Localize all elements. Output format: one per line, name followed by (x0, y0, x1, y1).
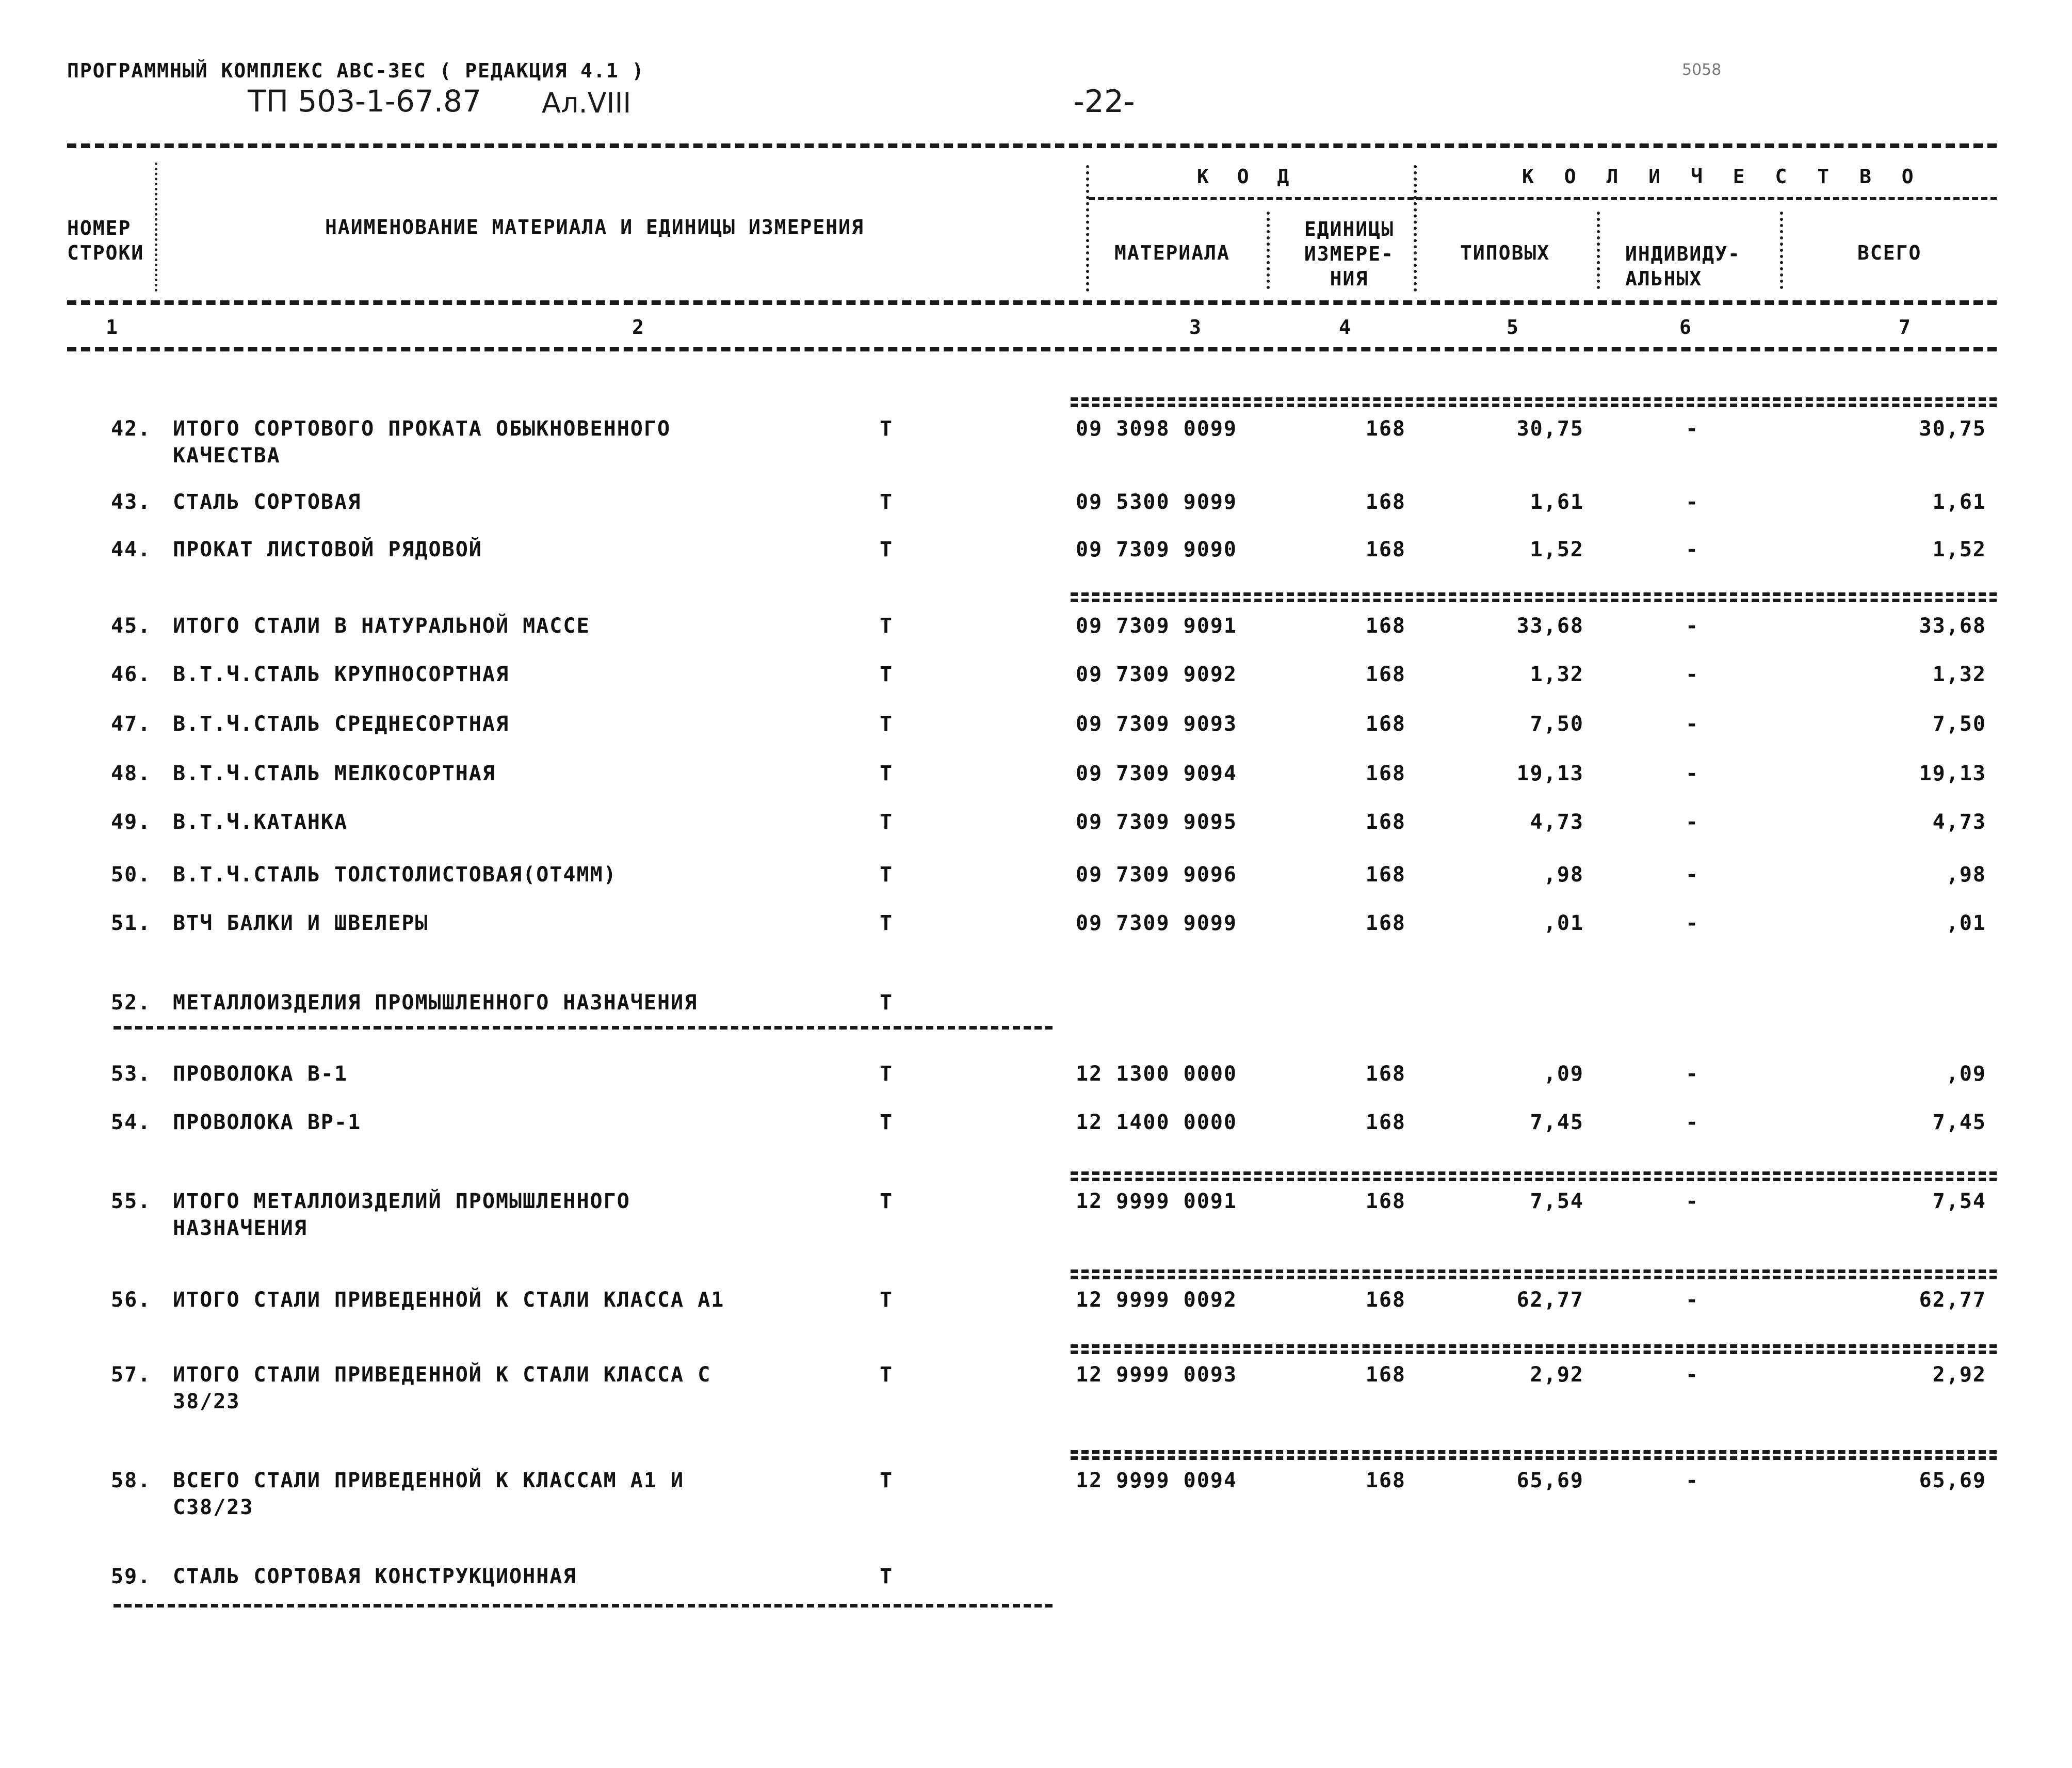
doc-code: ТП 503-1-67.87 (248, 84, 481, 119)
cell-code: 09 7309 9099 (1076, 911, 1237, 935)
cell-unit: Т (880, 1062, 894, 1086)
cell-typ: 7,50 (1530, 712, 1584, 736)
cell-name: ВТЧ БАЛКИ И ШВЕЛЕРЫ (173, 911, 429, 935)
corner-mark: 5058 (1682, 61, 1722, 79)
cell-ucode: 168 (1365, 1062, 1406, 1086)
cell-name: В.Т.Ч.СТАЛЬ ТОЛСТОЛИСТОВАЯ(ОТ4ММ) (173, 863, 617, 887)
col-unit-code: ЕДИНИЦЫ ИЗМЕРЕ- НИЯ (1304, 218, 1395, 290)
cell-no: 57. (111, 1363, 152, 1387)
cell-ind: - (1685, 1288, 1699, 1312)
cell-ucode: 168 (1365, 712, 1406, 736)
cell-typ: 33,68 (1516, 614, 1584, 638)
cell-name: В.Т.Ч.СТАЛЬ МЕЛКОСОРТНАЯ (173, 762, 496, 785)
cell-no: 59. (111, 1565, 152, 1588)
cell-code: 09 5300 9099 (1076, 490, 1237, 514)
col-typical: ТИПОВЫХ (1460, 242, 1550, 264)
cell-ucode: 168 (1365, 490, 1406, 514)
cell-typ: 7,54 (1530, 1190, 1584, 1213)
cell-name-continued: С38/23 (173, 1496, 254, 1519)
cell-unit: Т (880, 712, 894, 736)
cell-no: 54. (111, 1111, 152, 1134)
cell-no: 46. (111, 663, 152, 686)
cell-no: 48. (111, 762, 152, 785)
cell-unit: Т (880, 762, 894, 785)
cell-typ: 65,69 (1516, 1469, 1584, 1492)
cell-typ: 2,92 (1530, 1363, 1584, 1387)
cell-name: ПРОВОЛОКА ВР-1 (173, 1111, 362, 1134)
cell-tot: 7,50 (1932, 712, 1986, 736)
cell-code: 12 9999 0094 (1076, 1469, 1237, 1492)
cell-code: 09 3098 0099 (1076, 417, 1237, 441)
cell-ucode: 168 (1365, 663, 1406, 686)
cell-ucode: 168 (1365, 1111, 1406, 1134)
col-num-3: 3 (1189, 316, 1202, 339)
cell-name: ИТОГО СОРТОВОГО ПРОКАТА ОБЫКНОВЕННОГО (173, 417, 671, 441)
col-num-4: 4 (1339, 316, 1352, 339)
cell-unit: Т (880, 1363, 894, 1387)
cell-code: 12 9999 0093 (1076, 1363, 1237, 1387)
cell-unit: Т (880, 1288, 894, 1312)
subtotal-rule-57b (1071, 1351, 1997, 1354)
cell-unit: Т (880, 663, 894, 686)
cell-unit: Т (880, 810, 894, 834)
cell-ucode: 168 (1365, 863, 1406, 887)
cell-code: 09 7309 9091 (1076, 614, 1237, 638)
cell-unit: Т (880, 1565, 894, 1588)
cell-unit: Т (880, 538, 894, 561)
cell-code: 12 1400 0000 (1076, 1111, 1237, 1134)
cell-tot: 62,77 (1919, 1288, 1986, 1312)
col-code-group: К О Д (1197, 165, 1298, 188)
cell-unit: Т (880, 417, 894, 441)
cell-name: СТАЛЬ СОРТОВАЯ КОНСТРУКЦИОННАЯ (173, 1565, 577, 1588)
code-subrule (1089, 197, 1414, 200)
cell-ind: - (1685, 1111, 1699, 1134)
cell-code: 09 7309 9093 (1076, 712, 1237, 736)
cell-name: В.Т.Ч.СТАЛЬ СРЕДНЕСОРТНАЯ (173, 712, 510, 736)
cell-code: 09 7309 9095 (1076, 810, 1237, 834)
cell-typ: ,09 (1543, 1062, 1584, 1086)
cell-no: 56. (111, 1288, 152, 1312)
cell-ind: - (1685, 490, 1699, 514)
cell-ucode: 168 (1365, 538, 1406, 561)
cell-name: СТАЛЬ СОРТОВАЯ (173, 490, 362, 514)
cell-ind: - (1685, 810, 1699, 834)
cell-unit: Т (880, 1190, 894, 1213)
col-sep-6 (1780, 212, 1783, 289)
cell-tot: 1,52 (1932, 538, 1986, 561)
qty-subrule (1416, 197, 1997, 200)
cell-name: ВСЕГО СТАЛИ ПРИВЕДЕННОЙ К КЛАССАМ А1 И (173, 1469, 685, 1492)
header-mid-rule (67, 300, 1997, 305)
cell-unit: Т (880, 863, 894, 887)
cell-unit: Т (880, 490, 894, 514)
cell-typ: 7,45 (1530, 1111, 1584, 1134)
cell-ind: - (1685, 712, 1699, 736)
col-num-1: 1 (106, 316, 119, 339)
cell-no: 49. (111, 810, 152, 834)
cell-name: ПРОКАТ ЛИСТОВОЙ РЯДОВОЙ (173, 538, 482, 561)
cell-name: В.Т.Ч.СТАЛЬ КРУПНОСОРТНАЯ (173, 663, 510, 686)
cell-code: 09 7309 9096 (1076, 863, 1237, 887)
cell-name: ИТОГО СТАЛИ В НАТУРАЛЬНОЙ МАССЕ (173, 614, 590, 638)
col-name: НАИМЕНОВАНИЕ МАТЕРИАЛА И ЕДИНИЦЫ ИЗМЕРЕНИЯ (325, 216, 864, 238)
col-num-6: 6 (1679, 316, 1692, 339)
cell-tot: 2,92 (1932, 1363, 1986, 1387)
cell-tot: 33,68 (1919, 614, 1986, 638)
cell-tot: 4,73 (1932, 810, 1986, 834)
cell-no: 50. (111, 863, 152, 887)
cell-tot: ,09 (1946, 1062, 1986, 1086)
cell-ind: - (1685, 911, 1699, 935)
subtotal-rule-55b (1071, 1178, 1997, 1181)
album-label: Ал.VIII (542, 87, 632, 119)
section-underline-59 (114, 1604, 1053, 1608)
cell-code: 09 7309 9090 (1076, 538, 1237, 561)
cell-unit: Т (880, 991, 894, 1015)
col-sep-1 (155, 163, 168, 292)
cell-ucode: 168 (1365, 1190, 1406, 1213)
cell-name-continued: 38/23 (173, 1390, 240, 1413)
col-sep-4 (1267, 212, 1270, 289)
cell-ind: - (1685, 663, 1699, 686)
header-top-rule (67, 143, 1997, 148)
col-sep-5 (1597, 212, 1600, 289)
cell-typ: ,01 (1543, 911, 1584, 935)
subtotal-rule-57 (1071, 1344, 1997, 1348)
cell-no: 43. (111, 490, 152, 514)
subtotal-rule-42 (1071, 397, 1997, 401)
cell-ind: - (1685, 1363, 1699, 1387)
cell-name-continued: НАЗНАЧЕНИЯ (173, 1216, 307, 1240)
cell-ucode: 168 (1365, 810, 1406, 834)
cell-tot: 7,45 (1932, 1111, 1986, 1134)
cell-ind: - (1685, 538, 1699, 561)
cell-name: МЕТАЛЛОИЗДЕЛИЯ ПРОМЫШЛЕННОГО НАЗНАЧЕНИЯ (173, 991, 698, 1015)
cell-typ: 62,77 (1516, 1288, 1584, 1312)
cell-ucode: 168 (1365, 614, 1406, 638)
cell-unit: Т (880, 1469, 894, 1492)
subtotal-rule-55 (1071, 1171, 1997, 1175)
cell-ucode: 168 (1365, 911, 1406, 935)
cell-no: 58. (111, 1469, 152, 1492)
cell-name: ИТОГО МЕТАЛЛОИЗДЕЛИЙ ПРОМЫШЛЕННОГО (173, 1190, 630, 1213)
cell-typ: ,98 (1543, 863, 1584, 887)
cell-ucode: 168 (1365, 417, 1406, 441)
cell-tot: 19,13 (1919, 762, 1986, 785)
cell-no: 45. (111, 614, 152, 638)
cell-name: ИТОГО СТАЛИ ПРИВЕДЕННОЙ К СТАЛИ КЛАССА С (173, 1363, 711, 1387)
cell-unit: Т (880, 614, 894, 638)
cell-ind: - (1685, 1062, 1699, 1086)
section-underline-52 (114, 1026, 1053, 1030)
subtotal-rule-58b (1071, 1456, 1997, 1460)
cell-code: 09 7309 9094 (1076, 762, 1237, 785)
cell-name: ПРОВОЛОКА В-1 (173, 1062, 348, 1086)
cell-typ: 1,52 (1530, 538, 1584, 561)
subtotal-rule-56b (1071, 1276, 1997, 1279)
cell-tot: 65,69 (1919, 1469, 1986, 1492)
cell-no: 44. (111, 538, 152, 561)
subtotal-rule-45 (1071, 592, 1997, 596)
cell-tot: 1,61 (1932, 490, 1986, 514)
cell-no: 53. (111, 1062, 152, 1086)
col-row-no: НОМЕР СТРОКИ (67, 217, 144, 264)
cell-name: ИТОГО СТАЛИ ПРИВЕДЕННОЙ К СТАЛИ КЛАССА А1 (173, 1288, 725, 1312)
cell-tot: ,01 (1946, 911, 1986, 935)
cell-tot: 30,75 (1919, 417, 1986, 441)
col-num-7: 7 (1899, 316, 1912, 339)
header-bottom-rule (67, 347, 1997, 351)
cell-unit: Т (880, 911, 894, 935)
cell-ucode: 168 (1365, 1363, 1406, 1387)
cell-no: 47. (111, 712, 152, 736)
cell-ucode: 168 (1365, 762, 1406, 785)
subtotal-rule-45b (1071, 599, 1997, 602)
cell-typ: 4,73 (1530, 810, 1584, 834)
cell-tot: 1,32 (1932, 663, 1986, 686)
cell-tot: ,98 (1946, 863, 1986, 887)
cell-name-continued: КАЧЕСТВА (173, 444, 281, 468)
cell-tot: 7,54 (1932, 1190, 1986, 1213)
cell-ucode: 168 (1365, 1469, 1406, 1492)
cell-no: 52. (111, 991, 152, 1015)
col-individual: ИНДИВИДУ- АЛЬНЫХ (1625, 243, 1741, 290)
cell-typ: 30,75 (1516, 417, 1584, 441)
page-number: -22- (1073, 84, 1135, 120)
cell-ucode: 168 (1365, 1288, 1406, 1312)
col-qty-group: К О Л И Ч Е С Т В О (1522, 165, 1923, 188)
program-header: ПРОГРАММНЫЙ КОМПЛЕКС АВС-ЗЕС ( РЕДАКЦИЯ 4.1 ) (67, 59, 645, 82)
col-num-5: 5 (1507, 316, 1519, 339)
cell-no: 42. (111, 417, 152, 441)
cell-code: 12 9999 0092 (1076, 1288, 1237, 1312)
subtotal-rule-42b (1071, 404, 1997, 407)
col-sep-2 (1086, 165, 1089, 292)
cell-ind: - (1685, 863, 1699, 887)
col-total: ВСЕГО (1857, 242, 1922, 264)
cell-typ: 1,61 (1530, 490, 1584, 514)
cell-typ: 19,13 (1516, 762, 1584, 785)
cell-no: 51. (111, 911, 152, 935)
cell-no: 55. (111, 1190, 152, 1213)
cell-ind: - (1685, 1190, 1699, 1213)
cell-name: В.Т.Ч.КАТАНКА (173, 810, 348, 834)
col-num-2: 2 (632, 316, 645, 339)
cell-ind: - (1685, 614, 1699, 638)
cell-ind: - (1685, 762, 1699, 785)
subtotal-rule-56 (1071, 1269, 1997, 1273)
cell-typ: 1,32 (1530, 663, 1584, 686)
cell-code: 09 7309 9092 (1076, 663, 1237, 686)
cell-code: 12 9999 0091 (1076, 1190, 1237, 1213)
cell-ind: - (1685, 1469, 1699, 1492)
cell-ind: - (1685, 417, 1699, 441)
cell-unit: Т (880, 1111, 894, 1134)
subtotal-rule-58 (1071, 1450, 1997, 1454)
col-sep-3 (1414, 165, 1417, 292)
col-material: МАТЕРИАЛА (1114, 242, 1230, 264)
cell-code: 12 1300 0000 (1076, 1062, 1237, 1086)
